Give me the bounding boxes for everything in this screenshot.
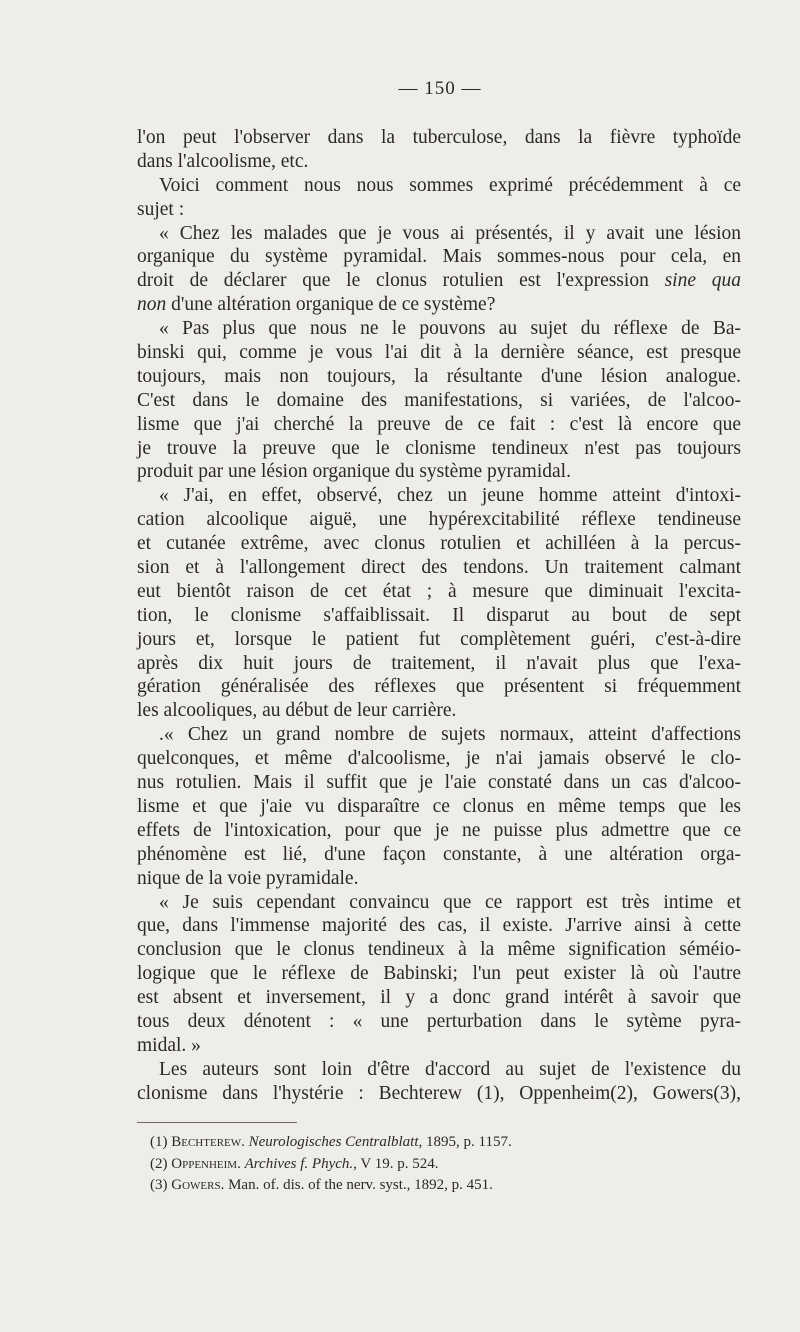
- footnote: [150, 1132, 710, 1154]
- text-line: eut bientôt raison de cet état ; à mesure que diminuait l'excita-: [137, 580, 741, 602]
- text-line: l'on peut l'observer dans la tuberculose, dans la fièvre typhoïde: [137, 127, 741, 148]
- text-line: dans l'alcoolisme, etc.: [137, 150, 309, 172]
- text-line: jours et, lorsque le patient fut complètement guéri, c'est-à-dire: [137, 628, 741, 650]
- footnote-reference: Man. of. dis. of the nerv. syst., 1892, p. 451.: [228, 1177, 493, 1193]
- text-line: lisme que j'ai cherché la preuve de ce fait : c'est là encore que: [137, 413, 741, 435]
- footnote-work: Neurologisches Centralblatt,: [248, 1134, 423, 1150]
- text-line: nus rotulien. Mais il suffit que je l'aie constaté dans un cas d'alcoo-: [137, 772, 741, 794]
- footnote: [150, 1154, 710, 1176]
- text-line: Voici comment nous nous sommes exprimé précédemment à ce: [159, 174, 741, 196]
- text-line: que, dans l'immense majorité des cas, il existe. J'arrive ainsi à cette: [137, 915, 741, 937]
- text-line: gération généralisée des réflexes que présentent si fréquemment: [137, 676, 741, 698]
- text-line: binski qui, comme je vous l'ai dit à la dernière séance, est presque: [137, 342, 741, 364]
- text-line: clonisme dans l'hystérie : Bechterew (1), Oppenheim(2), Gowers(3),: [137, 1082, 741, 1104]
- text-line: est absent et inversement, il y a donc grand intérêt à savoir que: [137, 987, 741, 1009]
- text-line: lisme et que j'aie vu disparaître ce clonus en même temps que les: [137, 795, 741, 817]
- text-line: « Pas plus que nous ne le pouvons au sujet du réflexe de Ba-: [159, 318, 741, 340]
- footnote: [150, 1175, 710, 1197]
- footnote-author: Gowers.: [171, 1177, 225, 1193]
- text-line: et cutanée extrême, avec clonus rotulien et achilléen à la percus-: [137, 533, 741, 555]
- latin-phrase: sine qua: [664, 270, 742, 292]
- text-line: quelconques, et même d'alcoolisme, je n'ai jamais observé le clo-: [137, 748, 741, 770]
- text-line: les alcooliques, au début de leur carrière.: [137, 700, 457, 722]
- text-line: toujours, mais non toujours, la résultante d'une lésion analogue.: [137, 365, 741, 387]
- text-line: « Je suis cependant convaincu que ce rapport est très intime et: [159, 891, 741, 913]
- text-line: nique de la voie pyramidale.: [137, 867, 359, 889]
- footnote-number: (3): [150, 1177, 168, 1193]
- text-line: C'est dans le domaine des manifestations, si variées, de l'alcoo-: [137, 389, 741, 411]
- footnote-number: (2): [150, 1155, 168, 1172]
- latin-phrase: non: [137, 294, 167, 316]
- footnote-divider: [137, 1122, 297, 1123]
- text-line: [137, 269, 741, 293]
- text-line: « J'ai, en effet, observé, chez un jeune homme atteint d'intoxi-: [159, 485, 741, 507]
- text-line: tion, le clonisme s'affaiblissait. Il disparut au bout de sept: [137, 604, 741, 626]
- footnote-number: (1): [150, 1134, 168, 1150]
- text-line: phénomène est lié, d'une façon constante, à une altération orga-: [137, 843, 741, 865]
- body-text: [137, 126, 741, 1106]
- text-line: organique du système pyramidal. Mais sommes-nous pour cela, en: [137, 246, 741, 268]
- page-number: — 150 —: [398, 78, 482, 99]
- footnotes: [150, 1132, 710, 1197]
- text-line: produit par une lésion organique du système pyramidal.: [137, 461, 571, 483]
- footnote-reference: 1895, p. 1157.: [426, 1134, 512, 1150]
- text-line: « Chez les malades que je vous ai présentés, il y avait une lésion: [159, 222, 741, 244]
- text-line: sion et à l'allongement direct des tendons. Un traitement calmant: [137, 557, 741, 579]
- footnote-work: Archives f. Phych.,: [244, 1155, 357, 1172]
- text-fragment: droit de déclarer que le clonus rotulien est l'expression: [137, 270, 649, 292]
- footnote-author: Oppenheim.: [171, 1155, 241, 1172]
- text-line: conclusion que le clonus tendineux à la même signification séméio-: [137, 939, 741, 961]
- text-line: effets de l'intoxication, pour que je ne puisse plus admettre que ce: [137, 819, 741, 841]
- footnote-reference: V 19. p. 524.: [360, 1155, 439, 1172]
- text-line: sujet :: [137, 198, 185, 220]
- text-line: cation alcoolique aiguë, une hypérexcitabilité réflexe tendineuse: [137, 509, 741, 531]
- text-fragment: d'une altération organique de ce système?: [171, 294, 496, 316]
- text-line: tous deux dénotent : « une perturbation dans le sytème pyra-: [137, 1010, 741, 1032]
- text-line: après dix huit jours de traitement, il n'avait plus que l'exa-: [137, 652, 741, 674]
- text-line: [137, 293, 741, 317]
- text-line: logique que le réflexe de Babinski; l'un peut exister là où l'autre: [137, 963, 741, 985]
- text-line: .« Chez un grand nombre de sujets normaux, atteint d'affections: [159, 724, 741, 746]
- footnote-author: Bechterew.: [171, 1134, 245, 1150]
- text-line: je trouve la preuve que le clonisme tendineux n'est pas toujours: [137, 437, 741, 459]
- text-line: Les auteurs sont loin d'être d'accord au sujet de l'existence du: [159, 1058, 741, 1080]
- text-line: midal. »: [137, 1034, 201, 1056]
